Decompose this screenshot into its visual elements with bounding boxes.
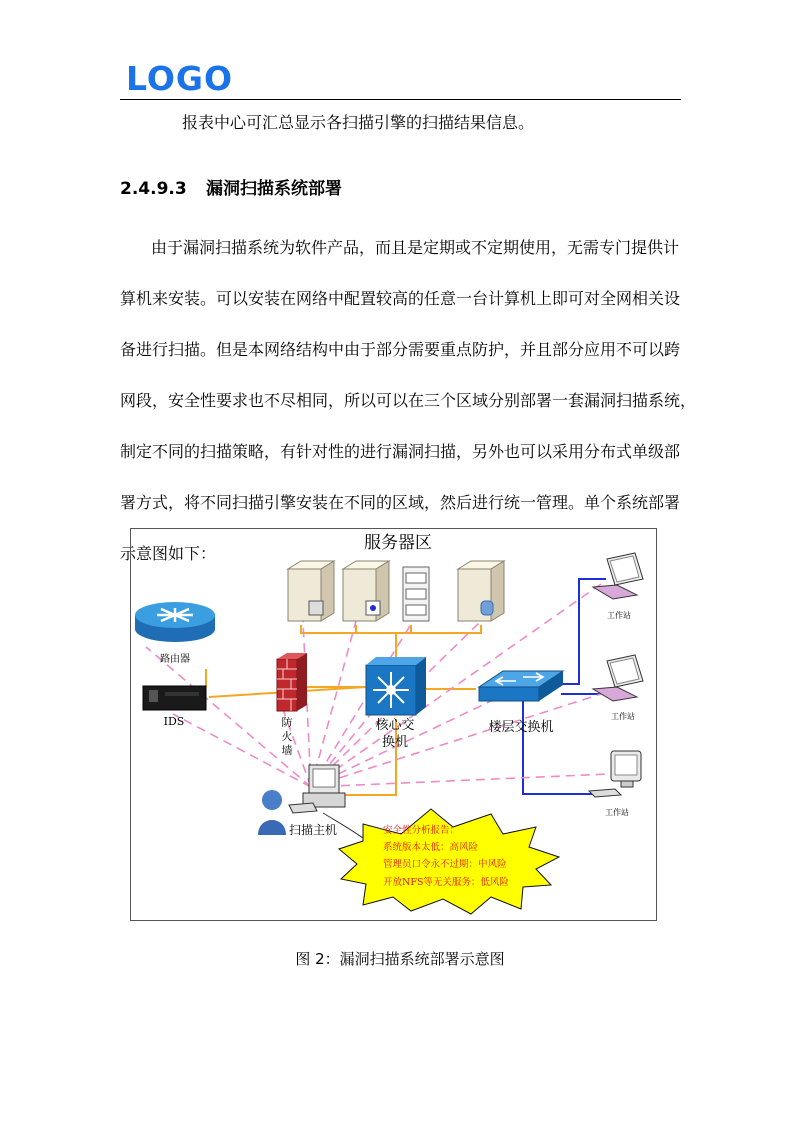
report-title: 安全性分析报告： [383, 825, 460, 836]
intro-paragraph: 报表中心可汇总显示各扫描引擎的扫描结果信息。 [182, 113, 535, 132]
network-diagram [130, 528, 657, 921]
body-line: 备进行扫描。但是本网络结构中由于部分需要重点防护，并且部分应用不可以跨 [120, 340, 681, 359]
router-label: 路由器 [160, 654, 190, 665]
core-switch-icon [366, 657, 426, 715]
workstation-label-3: 工作站 [605, 808, 629, 817]
firewall-label-3: 墙 [281, 744, 293, 757]
core-switch-label-2: 换机 [381, 735, 409, 750]
logo: LOGO [126, 59, 234, 98]
report-item-3: 开放NFS等无关服务：低风险 [383, 877, 509, 888]
server-icon [458, 561, 504, 621]
firewall-icon [277, 653, 307, 711]
floor-switch-label: 楼层交换机 [488, 720, 554, 735]
figure-caption: 图 2：漏洞扫描系统部署示意图 [295, 950, 505, 968]
server-rack-icon [403, 567, 429, 621]
body-line: 由于漏洞扫描系统为软件产品，而且是定期或不定期使用，无需专门提供计 [151, 238, 680, 257]
section-heading [120, 174, 342, 199]
server-icon [288, 561, 334, 621]
body-line: 制定不同的扫描策略，有针对性的进行漏洞扫描，另外也可以采用分布式单级部 [120, 442, 681, 461]
router-icon [135, 602, 215, 642]
report-item-1: 系统版本太低：高风险 [383, 842, 479, 853]
header-rule [120, 99, 681, 100]
report-item-2: 管理员口令永不过期：中风险 [383, 859, 507, 870]
laptop-icon [593, 553, 643, 599]
zone-title: 服务器区 [364, 533, 432, 553]
body-line: 示意图如下： [120, 544, 217, 563]
floor-switch-icon [479, 671, 563, 701]
ids-device-icon [143, 686, 206, 710]
section-title: 漏洞扫描系统部署 [206, 179, 342, 199]
workstation-label-2: 工作站 [611, 712, 635, 721]
user-icon [258, 790, 286, 835]
scanner-pc-icon [289, 765, 345, 813]
firewall-label-1: 防 [281, 716, 293, 729]
server-icon [343, 561, 389, 621]
body-line: 网段，安全性要求也不尽相同，所以可以在三个区域分别部署一套漏洞扫描系统， [120, 391, 697, 410]
ids-label: IDS [163, 715, 185, 728]
body-line: 算机来安装。可以安装在网络中配置较高的任意一台计算机上即可对全网相关设 [120, 289, 681, 308]
section-number: 2.4.9.3 [120, 179, 187, 199]
body-line: 署方式，将不同扫描引擎安装在不同的区域，然后进行统一管理。单个系统部署 [120, 493, 681, 512]
workstation-label-1: 工作站 [607, 611, 631, 620]
wired-links [206, 625, 481, 795]
scanner-label: 扫描主机 [288, 823, 338, 837]
firewall-label-2: 火 [281, 730, 293, 743]
core-switch-label-1: 核心交 [375, 718, 415, 733]
